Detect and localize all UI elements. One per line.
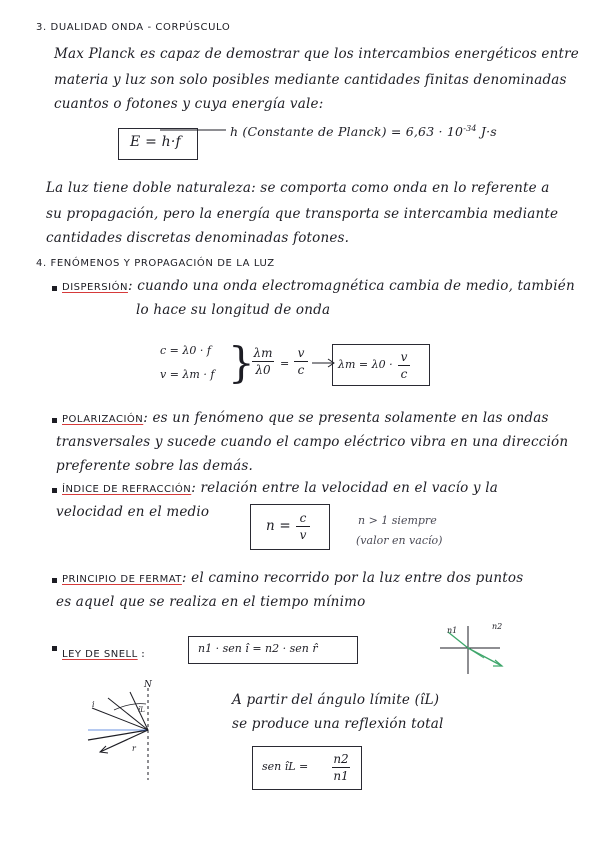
snell-n2: n2 xyxy=(492,622,503,631)
polarization-bullet xyxy=(52,418,57,423)
refraction-num: c xyxy=(299,511,307,525)
velocity-ratio-num: v xyxy=(297,346,305,360)
sketch-il-label: îL xyxy=(138,706,145,714)
section-3-heading: 3. DUALIDAD ONDA - CORPÚSCULO xyxy=(36,22,231,33)
dispersion-text-1: : cuando una onda electromagnética cambia de medio, también xyxy=(127,278,575,294)
limit-lhs: sen îL = xyxy=(262,760,309,773)
notes-page: 3. DUALIDAD ONDA - CORPÚSCULO Max Planck es capaz de demostrar que los intercambios energéticos entre materia y luz son solo posibles mediante cantidades finitas denominadas cuantos o fotones y cuya energía vale: E = h·f h (Constante de Planck) = $6,63 \cdot 10^{-34}$ J·s La luz tiene doble naturaleza: se comporta como onda en lo referente a su propagación, pero la energía que transporta se intercambia mediante cantidades discretas denominadas fotones. 4. FENÓMENOS Y PROPAGACIÓN DE LA LUZ DISPERSIÓN: cuando una onda electromagnética cambia de medio, también lo hace su longitud de onda c = λ0 · f v = λm · f } λm λ0 = v c λm = λ0 · v c POLARIZACIÓN: es un fenómeno que se presenta solamente en las ondas transversales y sucede cuando el campo eléctrico vibra en una dirección preferente sobre las demás. ÍNDICE DE REFRACCIÓN: relación entre la velocidad en el vacío y la velocidad en el medio n = c v n > 1 siempre (valor en vacío) PRINCIPIO DE FERMAT: el camino recorrido por la luz entre dos puntos es aquel que se realiza en el tiempo mínimo LEY DE SNELL : n1 · sen î = n2 · sen r̂ n1 n2 N i îL r A partir del ángulo límite (îL) se produce una reflexión total sen îL = n2 n1 xyxy=(0,0,600,848)
fermat-line-1 xyxy=(62,570,523,586)
dispersion-line-1 xyxy=(62,278,575,294)
dispersion-result-frac xyxy=(398,350,410,381)
polarization-text-1: : es un fenómeno que se presenta solamente en las ondas xyxy=(143,410,549,426)
planck-constant-text: h (Constante de Planck) = 6,63 · 10 xyxy=(230,124,464,140)
duality-line-3: cantidades discretas denominadas fotones. xyxy=(46,230,350,246)
refraction-line-1 xyxy=(62,480,498,496)
refraction-text-1: : relación entre la velocidad en el vacío y la xyxy=(191,480,498,496)
section-4-heading: 4. FENÓMENOS Y PROPAGACIÓN DE LA LUZ xyxy=(36,258,275,269)
planck-line-3: cuantos o fotones y cuya energía vale: xyxy=(54,96,324,112)
planck-constant-note xyxy=(230,124,497,139)
velocity-ratio xyxy=(294,346,308,377)
planck-unit: J·s xyxy=(480,124,497,140)
snell-label-wrap: LEY DE SNELL : xyxy=(62,647,145,660)
velocity-ratio-den: c xyxy=(297,363,305,377)
fermat-label: PRINCIPIO DE FERMAT xyxy=(62,574,182,585)
refraction-note-1: n > 1 siempre xyxy=(358,514,437,527)
dispersion-result-lhs: λm = λ0 · xyxy=(338,358,393,371)
dispersion-eq-1: c = λ0 · f xyxy=(160,344,211,357)
snell-bullet xyxy=(52,646,57,651)
snell-label: LEY DE SNELL xyxy=(62,649,138,660)
limit-num: n2 xyxy=(333,752,349,766)
dispersion-result-num: v xyxy=(400,350,408,364)
limit-angle-diagram xyxy=(84,680,174,790)
polarization-label: POLARIZACIÓN xyxy=(62,414,144,425)
polarization-line-2: transversales y sucede cuando el campo eléctrico vibra en una dirección xyxy=(56,434,569,450)
planck-line-2: materia y luz son solo posibles mediante cantidades finitas denominadas xyxy=(54,72,567,88)
dispersion-brace: } xyxy=(228,338,255,387)
dispersion-bullet xyxy=(52,286,57,291)
lambda-ratio-num: λm xyxy=(253,346,273,360)
limit-frac xyxy=(332,752,350,783)
refraction-den: v xyxy=(299,528,307,542)
planck-exponent: -34 xyxy=(463,124,477,133)
lambda-ratio-den: λ0 xyxy=(255,363,271,377)
fermat-line-2: es aquel que se realiza en el tiempo mínimo xyxy=(56,594,366,610)
sketch-r-label: r xyxy=(132,744,136,753)
polarization-line-3: preferente sobre las demás. xyxy=(56,458,254,474)
planck-line-1: Max Planck es capaz de demostrar que los intercambios energéticos entre xyxy=(54,46,579,62)
refraction-frac xyxy=(296,511,310,542)
refraction-line-2: velocidad en el medio xyxy=(56,504,210,520)
snell-n1: n1 xyxy=(447,626,458,635)
limit-line-2: se produce una reflexión total xyxy=(232,716,444,732)
duality-line-2: su propagación, pero la energía que transporta se intercambia mediante xyxy=(46,206,559,222)
polarization-line-1 xyxy=(62,410,549,426)
planck-pointer xyxy=(160,118,230,138)
limit-den: n1 xyxy=(333,769,349,783)
refraction-lhs: n = xyxy=(266,518,291,534)
limit-line-1: A partir del ángulo límite (îL) xyxy=(232,692,440,708)
dispersion-line-2: lo hace su longitud de onda xyxy=(136,302,331,318)
energy-formula: E = h·f xyxy=(130,134,181,150)
fermat-bullet xyxy=(52,578,57,583)
sketch-i-label: i xyxy=(92,700,95,709)
dispersion-label: DISPERSIÓN xyxy=(62,282,128,293)
snell-formula: n1 · sen î = n2 · sen r̂ xyxy=(198,642,318,655)
lambda-ratio xyxy=(252,346,274,377)
fermat-text-1: : el camino recorrido por la luz entre dos puntos xyxy=(181,570,524,586)
refraction-bullet xyxy=(52,488,57,493)
duality-line-1: La luz tiene doble naturaleza: se comporta como onda en lo referente a xyxy=(46,180,550,196)
dispersion-result-den: c xyxy=(400,367,408,381)
dispersion-eq-2: v = λm · f xyxy=(160,368,215,381)
refraction-note-2: (valor en vacío) xyxy=(356,534,443,547)
refraction-label: ÍNDICE DE REFRACCIÓN xyxy=(62,484,192,495)
normal-label: N xyxy=(144,680,152,690)
